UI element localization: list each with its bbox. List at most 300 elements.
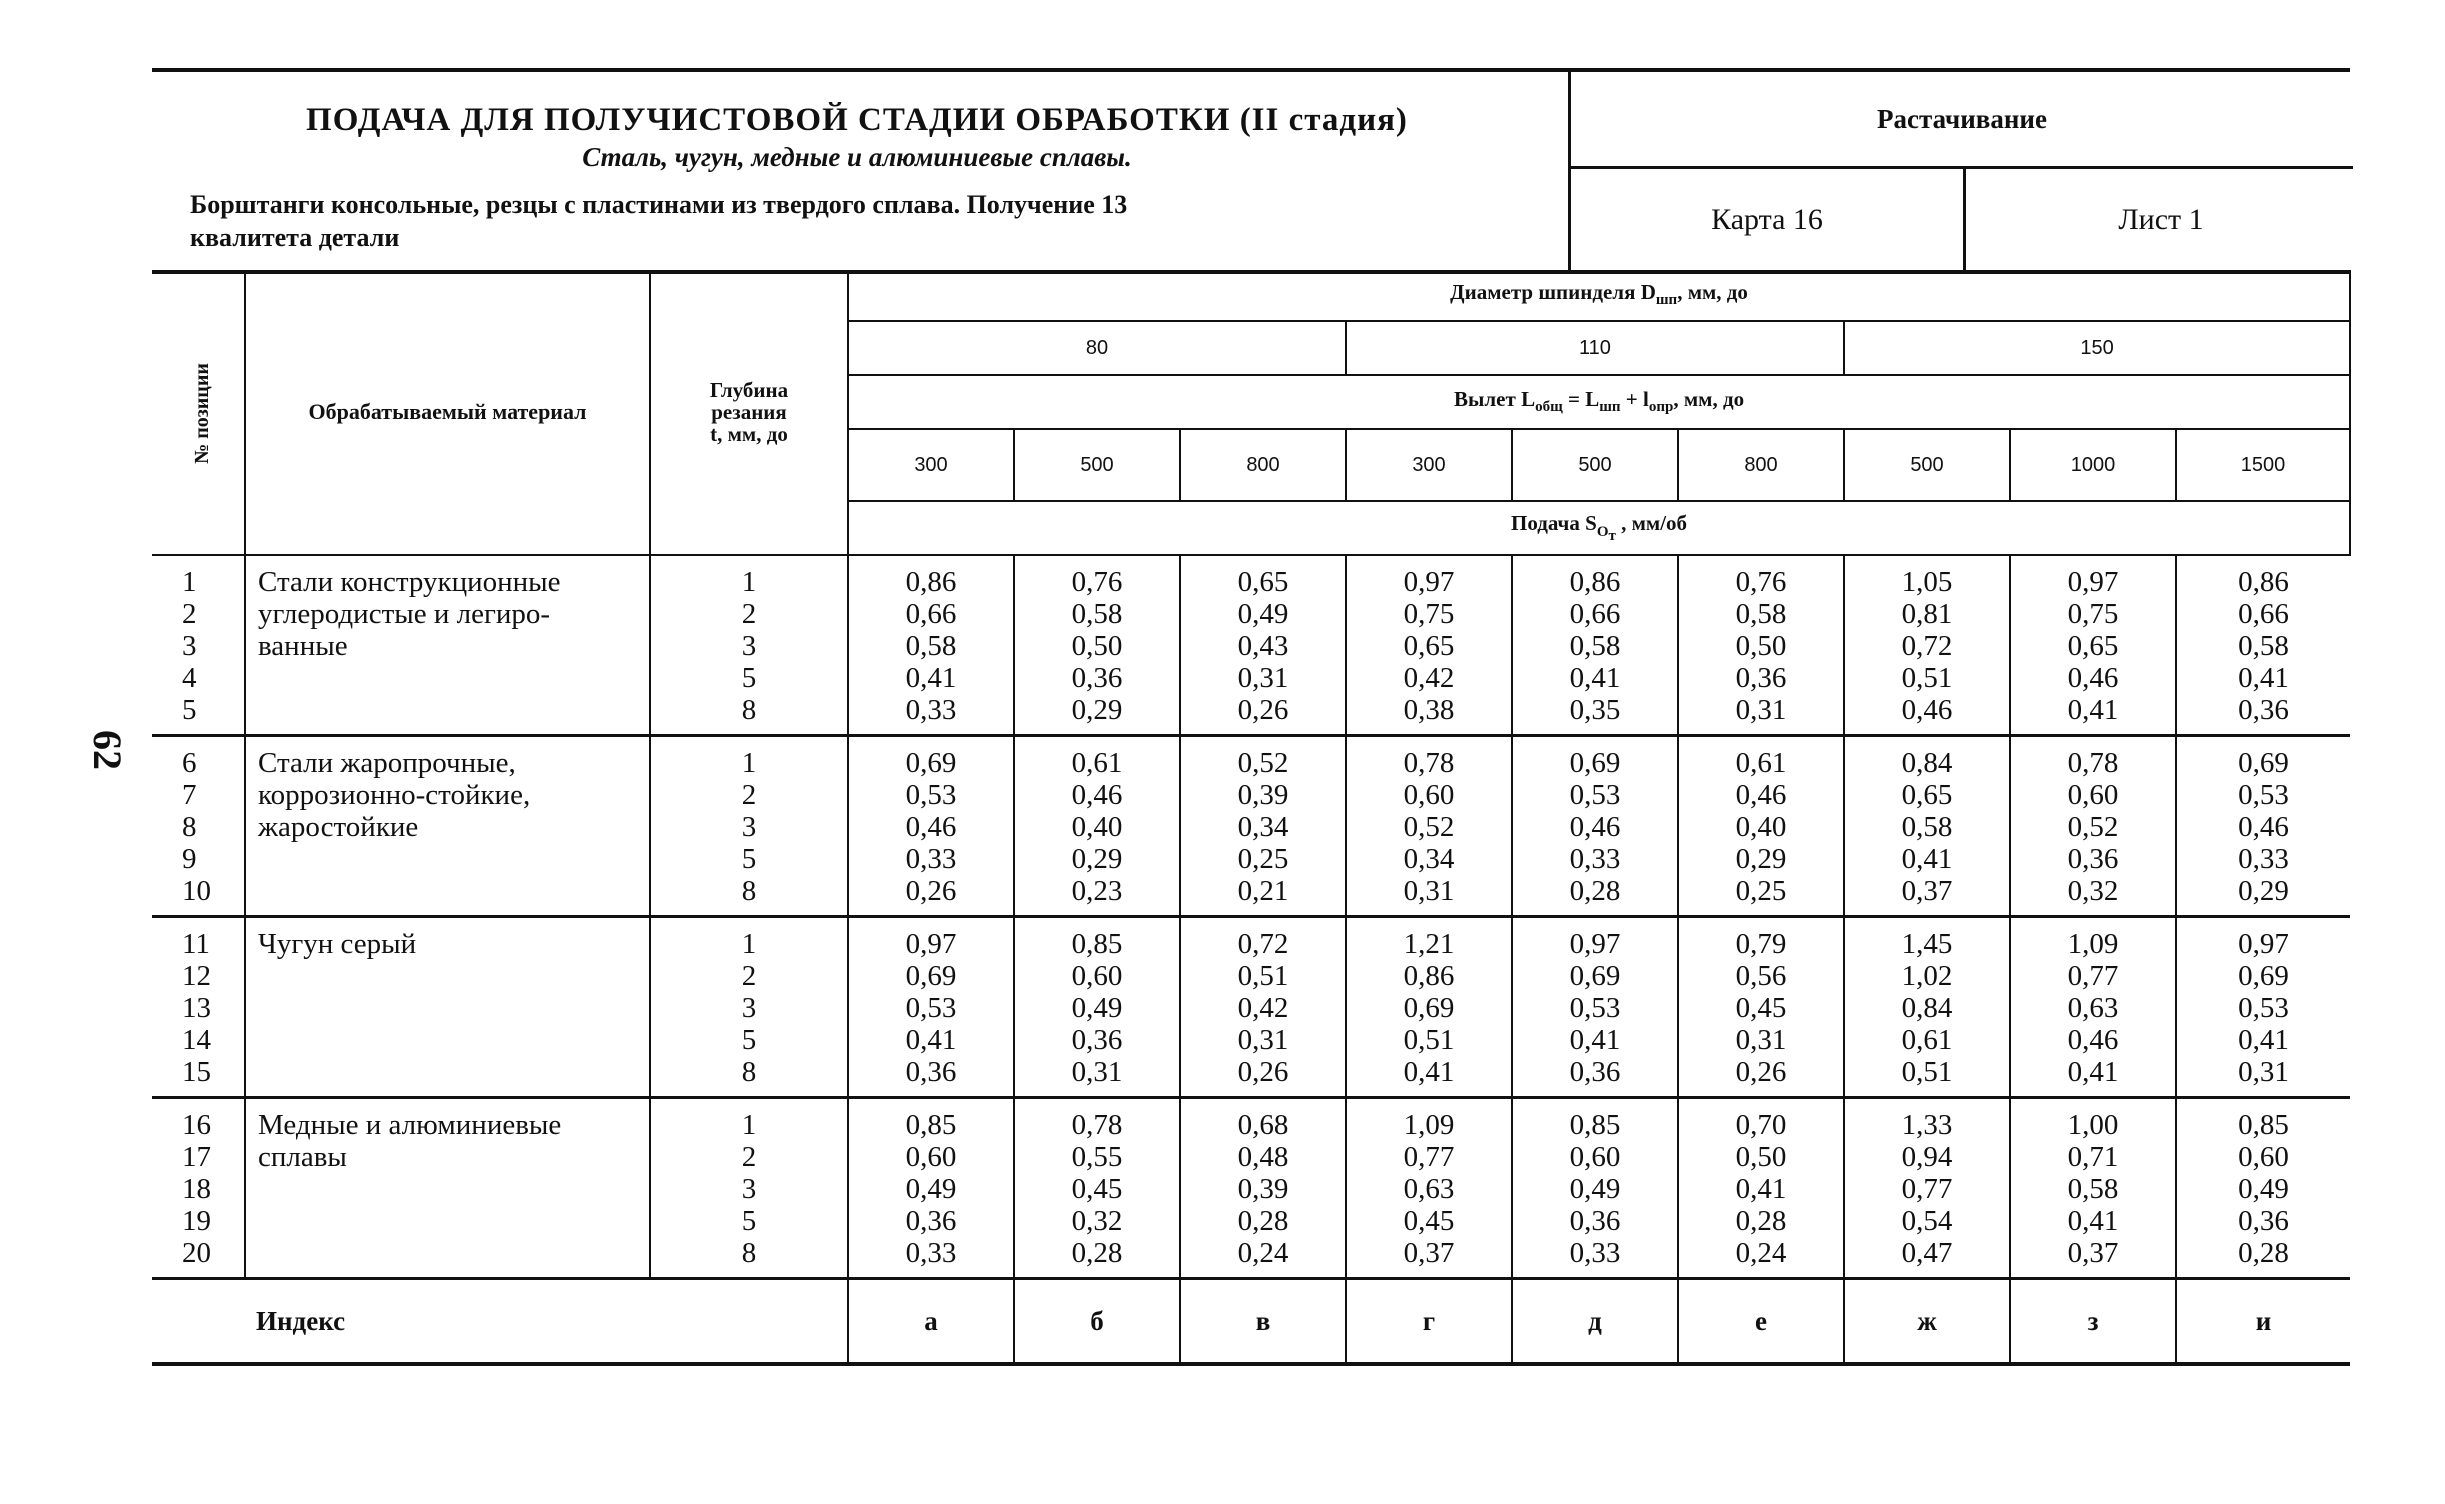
feed-value: 0,52 [2067, 811, 2119, 843]
feed-value: 0,31 [1403, 875, 1455, 907]
feed-value: 0,66 [2238, 598, 2289, 630]
feed-value: 0,49 [1071, 992, 1123, 1024]
feed-value: 0,21 [1237, 875, 1289, 907]
feed-value: 0,29 [1735, 843, 1787, 875]
position-number: 18 [182, 1173, 211, 1205]
feed-value: 0,36 [2238, 694, 2289, 726]
feed-value: 0,31 [2238, 1056, 2289, 1088]
feed-value: 1,09 [2067, 928, 2119, 960]
diameter-110-header: 110 [1346, 321, 1844, 375]
feed-value: 0,32 [2067, 875, 2119, 907]
feed-value: 0,79 [1735, 928, 1787, 960]
feed-value: 0,39 [1237, 1173, 1289, 1205]
feed-value: 0,97 [2067, 566, 2119, 598]
feed-value: 0,61 [1071, 747, 1123, 779]
feed-value: 0,28 [1237, 1205, 1289, 1237]
feed-values-cell [848, 917, 1014, 1098]
feed-value: 0,45 [1403, 1205, 1455, 1237]
feed-value: 0,43 [1237, 630, 1289, 662]
feed-value: 0,40 [1735, 811, 1787, 843]
feed-value: 0,24 [1735, 1237, 1787, 1269]
position-number: 17 [182, 1141, 211, 1173]
feed-value: 0,58 [1071, 598, 1123, 630]
feed-value: 0,39 [1237, 779, 1289, 811]
feed-value: 1,21 [1403, 928, 1455, 960]
position-number: 4 [182, 662, 197, 694]
diameter-80-header: 80 [848, 321, 1346, 375]
feed-value: 0,50 [1071, 630, 1123, 662]
feed-values-cell [1014, 555, 1180, 736]
depth-cell [650, 736, 848, 917]
feed-value: 0,35 [1569, 694, 1621, 726]
feed-value: 0,69 [1569, 960, 1621, 992]
index-letter: и [2176, 1279, 2350, 1365]
feed-value: 0,41 [1569, 1024, 1621, 1056]
feed-value: 0,36 [905, 1205, 957, 1237]
feed-value: 0,36 [1071, 662, 1123, 694]
feed-value: 0,45 [1735, 992, 1787, 1024]
feed-values-cell [1346, 1098, 1512, 1279]
feed-value: 0,77 [2067, 960, 2119, 992]
feed-value: 0,33 [905, 843, 957, 875]
feed-value: 0,38 [1403, 694, 1455, 726]
spindle-diameter-header: Диаметр шпинделя $D_{шп}$, мм, до [848, 270, 2350, 321]
length-header: 500 [1844, 429, 2010, 501]
material-name-line: Медные и алюминиевые [258, 1109, 562, 1141]
feed-value: 0,36 [1071, 1024, 1123, 1056]
material-name-line: Стали конструкционные [258, 566, 561, 598]
feed-values-cell [1180, 736, 1346, 917]
depth-value: 8 [741, 1056, 757, 1088]
feed-value: 0,81 [1901, 598, 1953, 630]
depth-value: 5 [741, 662, 757, 694]
feed-value: 0,46 [1569, 811, 1621, 843]
feed-value: 0,58 [1569, 630, 1621, 662]
document-title: ПОДАЧА ДЛЯ ПОЛУЧИСТОВОЙ СТАДИИ ОБРАБОТКИ (II стадия) [306, 102, 1408, 138]
feed-value: 0,29 [1071, 843, 1123, 875]
feed-value: 0,36 [905, 1056, 957, 1088]
page-number: 62 [85, 730, 131, 770]
depth-value: 5 [741, 843, 757, 875]
material-group-row [152, 1098, 2350, 1279]
feed-values-cell [1678, 555, 1844, 736]
feed-value: 0,33 [905, 1237, 957, 1269]
position-column-header: № позиции [152, 270, 245, 555]
feed-value: 0,53 [2238, 779, 2289, 811]
feed-value: 0,60 [2238, 1141, 2289, 1173]
feed-value: 0,53 [905, 992, 957, 1024]
depth-value: 8 [741, 875, 757, 907]
operation-name: Растачивание [1571, 72, 2353, 169]
feed-values-cell [2010, 555, 2176, 736]
feed-value: 0,26 [1237, 694, 1289, 726]
feed-value: 0,69 [905, 960, 957, 992]
feed-value: 0,84 [1901, 992, 1953, 1024]
feed-value: 0,29 [1071, 694, 1123, 726]
feed-value: 0,41 [1735, 1173, 1787, 1205]
position-numbers-cell [152, 555, 245, 736]
feed-value: 0,72 [1901, 630, 1953, 662]
index-row [152, 1279, 2350, 1365]
feed-value: 0,25 [1735, 875, 1787, 907]
feed-values-cell [1346, 555, 1512, 736]
feed-value: 0,41 [1569, 662, 1621, 694]
feed-value: 0,50 [1735, 630, 1787, 662]
feed-value: 0,41 [1403, 1056, 1455, 1088]
depth-value: 2 [741, 598, 757, 630]
depth-value: 1 [741, 747, 757, 779]
feed-value: 0,46 [1901, 694, 1953, 726]
feed-value: 0,28 [2238, 1237, 2289, 1269]
position-number: 3 [182, 630, 197, 662]
feed-value: 0,78 [1403, 747, 1455, 779]
feed-value: 0,46 [1071, 779, 1123, 811]
length-header: 1000 [2010, 429, 2176, 501]
feed-values-cell [848, 1098, 1014, 1279]
position-number: 16 [182, 1109, 211, 1141]
depth-cell [650, 555, 848, 736]
material-group-row [152, 736, 2350, 917]
material-cell [245, 555, 650, 736]
feed-value: 0,52 [1403, 811, 1455, 843]
feed-value: 0,36 [1569, 1056, 1621, 1088]
feed-values-cell [1678, 917, 1844, 1098]
feed-values-cell [1180, 917, 1346, 1098]
diameter-150-header: 150 [1844, 321, 2350, 375]
feed-value: 0,24 [1237, 1237, 1289, 1269]
feed-value: 0,69 [1569, 747, 1621, 779]
feed-value: 0,49 [905, 1173, 957, 1205]
feed-value: 0,69 [1403, 992, 1455, 1024]
feed-value: 0,60 [905, 1141, 957, 1173]
feed-value: 0,26 [905, 875, 957, 907]
feed-value: 0,78 [1071, 1109, 1123, 1141]
length-header: 800 [1180, 429, 1346, 501]
feed-value: 0,53 [1569, 779, 1621, 811]
material-cell [245, 736, 650, 917]
feed-value: 0,46 [2067, 1024, 2119, 1056]
position-number: 1 [182, 566, 197, 598]
feed-value: 0,58 [2238, 630, 2289, 662]
feed-values-cell [2176, 736, 2350, 917]
feed-value: 0,32 [1071, 1205, 1123, 1237]
feed-value: 0,60 [2067, 779, 2119, 811]
feed-values-cell [848, 555, 1014, 736]
depth-value: 2 [741, 1141, 757, 1173]
feed-value: 0,52 [1237, 747, 1289, 779]
feed-values-cell [2010, 1098, 2176, 1279]
feed-values-cell [1844, 917, 2010, 1098]
feed-value: 0,41 [2067, 694, 2119, 726]
feed-value: 0,29 [2238, 875, 2289, 907]
depth-column-header: Глубина резания t, мм, до [650, 270, 848, 555]
feed-value: 0,33 [905, 694, 957, 726]
position-number: 12 [182, 960, 211, 992]
feed-value: 1,00 [2067, 1109, 2119, 1141]
feed-value: 0,31 [1237, 662, 1289, 694]
feed-values-cell [1678, 736, 1844, 917]
index-letter: е [1678, 1279, 1844, 1365]
feed-value: 0,65 [1403, 630, 1455, 662]
feed-value: 0,51 [1403, 1024, 1455, 1056]
length-header: 800 [1678, 429, 1844, 501]
feed-value: 0,51 [1901, 662, 1953, 694]
feed-value: 0,56 [1735, 960, 1787, 992]
material-cell [245, 1098, 650, 1279]
feed-header: Подача $S_{О_т}$ , мм/об [848, 501, 2350, 555]
feed-value: 0,37 [1901, 875, 1953, 907]
index-letter: г [1346, 1279, 1512, 1365]
material-name-line: сплавы [258, 1141, 347, 1173]
feed-value: 0,69 [2238, 747, 2289, 779]
feed-value: 0,86 [1569, 566, 1621, 598]
feed-value: 0,51 [1901, 1056, 1953, 1088]
index-label: Индекс [152, 1279, 848, 1365]
feed-values-cell [2176, 917, 2350, 1098]
position-number: 6 [182, 747, 197, 779]
index-letter: з [2010, 1279, 2176, 1365]
material-name-line: жаростойкие [258, 811, 419, 843]
material-name-line: ванные [258, 630, 348, 662]
feed-value: 0,65 [1237, 566, 1289, 598]
feed-value: 0,36 [2067, 843, 2119, 875]
feed-value: 0,28 [1735, 1205, 1787, 1237]
feed-values-cell [2176, 1098, 2350, 1279]
feed-values-cell [1678, 1098, 1844, 1279]
overhang-header: Вылет $L_{общ} = L_{шп} + l_{опр}$, мм, до [848, 375, 2350, 429]
depth-value: 3 [741, 811, 757, 843]
feed-value: 0,36 [1569, 1205, 1621, 1237]
length-header: 300 [1346, 429, 1512, 501]
feed-value: 0,41 [905, 1024, 957, 1056]
feed-value: 0,26 [1237, 1056, 1289, 1088]
description-line: Борштанги консольные, резцы с пластинами из твердого сплава. Получение 13 [190, 190, 1128, 219]
feed-value: 0,77 [1403, 1141, 1455, 1173]
feed-value: 0,53 [2238, 992, 2289, 1024]
material-name-line: коррозионно-стойкие, [258, 779, 531, 811]
feed-value: 0,60 [1403, 779, 1455, 811]
feed-value: 0,97 [905, 928, 957, 960]
feed-value: 0,65 [1901, 779, 1953, 811]
material-group-row [152, 917, 2350, 1098]
material-name-line: углеродистые и легиро- [258, 598, 551, 630]
feed-values-cell [1512, 917, 1678, 1098]
sheet-number: Лист 1 [1963, 169, 2356, 270]
feed-values-cell [1512, 736, 1678, 917]
feed-value: 0,34 [1403, 843, 1455, 875]
depth-value: 8 [741, 694, 757, 726]
feed-value: 0,84 [1901, 747, 1953, 779]
feed-value: 0,77 [1901, 1173, 1953, 1205]
position-number: 2 [182, 598, 197, 630]
feed-value: 0,70 [1735, 1109, 1787, 1141]
feed-value: 0,31 [1237, 1024, 1289, 1056]
feed-value: 0,97 [1403, 566, 1455, 598]
position-number: 11 [182, 928, 210, 960]
feed-value: 0,54 [1901, 1205, 1953, 1237]
feed-value: 0,85 [1071, 928, 1123, 960]
feed-value: 0,49 [1569, 1173, 1621, 1205]
feed-value: 0,40 [1071, 811, 1123, 843]
material-cell [245, 917, 650, 1098]
feed-value: 0,53 [1569, 992, 1621, 1024]
feed-value: 0,26 [1735, 1056, 1787, 1088]
depth-cell [650, 1098, 848, 1279]
index-letter: а [848, 1279, 1014, 1365]
feed-value: 0,66 [1569, 598, 1621, 630]
depth-value: 3 [741, 630, 757, 662]
feed-value: 0,61 [1735, 747, 1787, 779]
feed-value: 0,46 [905, 811, 957, 843]
feed-values-cell [2010, 917, 2176, 1098]
document-header [152, 68, 2350, 274]
feed-value: 0,46 [1735, 779, 1787, 811]
position-number: 10 [182, 875, 211, 907]
position-number: 9 [182, 843, 197, 875]
feed-value: 0,49 [2238, 1173, 2289, 1205]
feed-value: 0,58 [905, 630, 957, 662]
feed-value: 0,33 [1569, 1237, 1621, 1269]
feed-value: 0,85 [1569, 1109, 1621, 1141]
feed-value: 0,72 [1237, 928, 1289, 960]
feed-value: 0,58 [1735, 598, 1787, 630]
feed-value: 0,97 [2238, 928, 2289, 960]
feed-values-cell [2010, 736, 2176, 917]
material-column-header: Обрабатываемый материал [245, 270, 650, 555]
feed-value: 0,31 [1735, 1024, 1787, 1056]
feed-value: 0,63 [1403, 1173, 1455, 1205]
feed-value: 0,41 [1901, 843, 1953, 875]
feed-value: 0,71 [2067, 1141, 2119, 1173]
feed-value: 0,69 [2238, 960, 2289, 992]
position-number: 15 [182, 1056, 211, 1088]
feed-value: 0,60 [1569, 1141, 1621, 1173]
feed-values-cell [1844, 1098, 2010, 1279]
feed-value: 0,49 [1237, 598, 1289, 630]
feed-value: 0,75 [2067, 598, 2119, 630]
feed-values-cell [1844, 736, 2010, 917]
depth-value: 1 [741, 928, 757, 960]
position-number: 7 [182, 779, 197, 811]
index-letter: ж [1844, 1279, 2010, 1365]
feed-table [152, 270, 2351, 1366]
feed-value: 0,76 [1735, 566, 1787, 598]
header-right [1568, 72, 2353, 270]
feed-value: 0,33 [1569, 843, 1621, 875]
index-letter: в [1180, 1279, 1346, 1365]
feed-value: 1,02 [1901, 960, 1953, 992]
feed-value: 0,46 [2238, 811, 2289, 843]
feed-value: 0,37 [2067, 1237, 2119, 1269]
feed-value: 0,41 [2238, 1024, 2289, 1056]
feed-value: 0,58 [2067, 1173, 2119, 1205]
feed-value: 0,25 [1237, 843, 1289, 875]
index-letter: д [1512, 1279, 1678, 1365]
feed-value: 0,94 [1901, 1141, 1953, 1173]
depth-value: 1 [741, 1109, 757, 1141]
position-number: 20 [182, 1237, 211, 1269]
position-number: 19 [182, 1205, 211, 1237]
feed-value: 0,78 [2067, 747, 2119, 779]
position-numbers-cell [152, 736, 245, 917]
depth-cell [650, 917, 848, 1098]
feed-value: 0,85 [905, 1109, 957, 1141]
feed-values-cell [1014, 736, 1180, 917]
feed-value: 0,33 [2238, 843, 2289, 875]
depth-value: 1 [741, 566, 757, 598]
feed-value: 1,05 [1901, 566, 1953, 598]
feed-value: 0,41 [2238, 662, 2289, 694]
feed-values-cell [1512, 1098, 1678, 1279]
feed-value: 1,09 [1403, 1109, 1455, 1141]
feed-value: 0,41 [2067, 1205, 2119, 1237]
feed-value: 0,61 [1901, 1024, 1953, 1056]
feed-value: 0,28 [1071, 1237, 1123, 1269]
feed-values-cell [1180, 555, 1346, 736]
position-number: 5 [182, 694, 197, 726]
feed-value: 0,66 [905, 598, 957, 630]
feed-values-cell [1844, 555, 2010, 736]
material-name-line: Стали жаропрочные, [258, 747, 516, 779]
feed-value: 0,85 [2238, 1109, 2289, 1141]
feed-values-cell [1346, 736, 1512, 917]
feed-value: 0,41 [905, 662, 957, 694]
feed-value: 0,45 [1071, 1173, 1123, 1205]
feed-value: 0,50 [1735, 1141, 1787, 1173]
feed-values-cell [1180, 1098, 1346, 1279]
feed-values-cell [1014, 917, 1180, 1098]
feed-value: 0,36 [2238, 1205, 2289, 1237]
feed-values-cell [1014, 1098, 1180, 1279]
feed-value: 0,68 [1237, 1109, 1289, 1141]
depth-value: 3 [741, 1173, 757, 1205]
header-left [152, 72, 1562, 270]
length-header: 500 [1512, 429, 1678, 501]
depth-value: 2 [741, 960, 757, 992]
index-letter: б [1014, 1279, 1180, 1365]
description-line: квалитета детали [190, 223, 400, 252]
feed-value: 0,58 [1901, 811, 1953, 843]
depth-value: 2 [741, 779, 757, 811]
material-name-line: Чугун серый [258, 928, 417, 960]
document-subtitle: Сталь, чугун, медные и алюминиевые сплавы. [582, 142, 1132, 172]
feed-value: 0,47 [1901, 1237, 1953, 1269]
feed-value: 0,41 [2067, 1056, 2119, 1088]
feed-value: 0,28 [1569, 875, 1621, 907]
feed-value: 0,86 [1403, 960, 1455, 992]
feed-value: 0,31 [1071, 1056, 1123, 1088]
feed-value: 0,51 [1237, 960, 1289, 992]
depth-value: 5 [741, 1024, 757, 1056]
feed-value: 0,60 [1071, 960, 1123, 992]
feed-value: 0,65 [2067, 630, 2119, 662]
feed-value: 0,42 [1237, 992, 1289, 1024]
depth-value: 3 [741, 992, 757, 1024]
feed-value: 0,48 [1237, 1141, 1289, 1173]
table-body [152, 555, 2350, 1364]
card-number: Карта 16 [1711, 202, 1823, 236]
feed-value: 0,55 [1071, 1141, 1123, 1173]
feed-values-cell [2176, 555, 2350, 736]
feed-values-cell [848, 736, 1014, 917]
feed-value: 0,31 [1735, 694, 1787, 726]
document-description [190, 188, 1550, 254]
feed-value: 0,34 [1237, 811, 1289, 843]
position-number: 8 [182, 811, 197, 843]
position-numbers-cell [152, 1098, 245, 1279]
position-number: 13 [182, 992, 211, 1024]
feed-value: 0,86 [905, 566, 957, 598]
